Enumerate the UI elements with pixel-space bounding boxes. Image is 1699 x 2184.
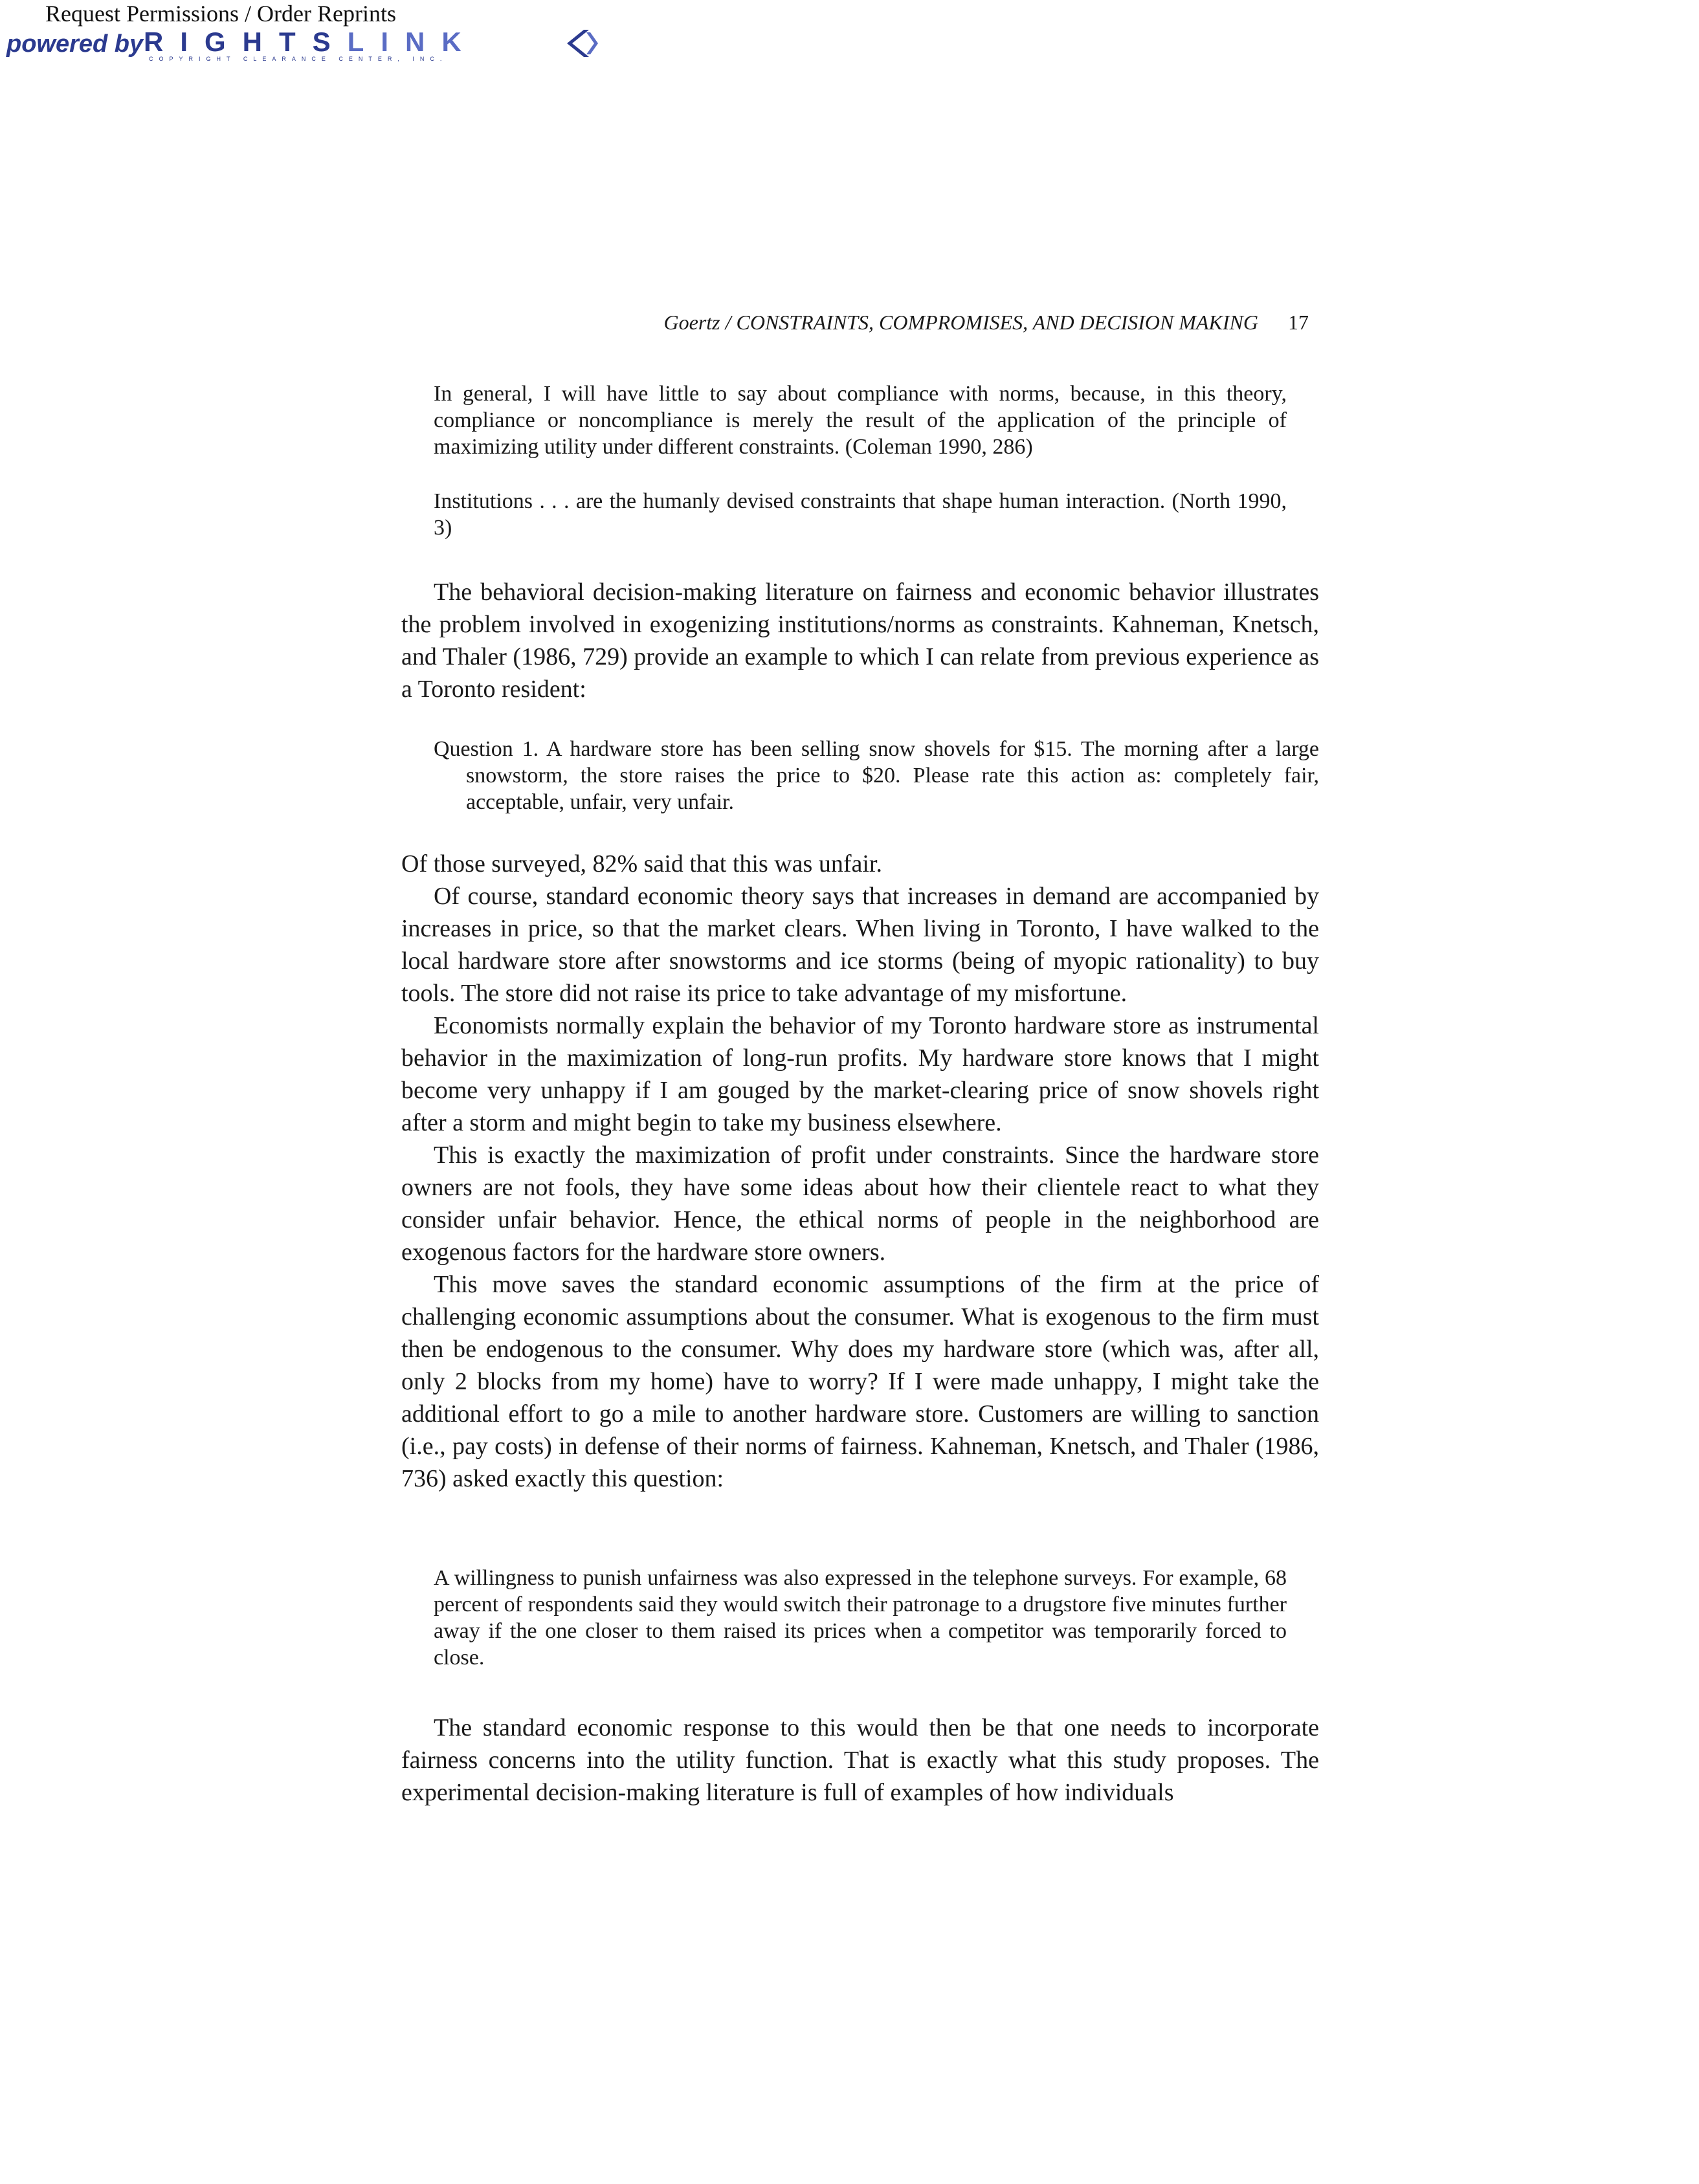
powered-by-row: [6, 25, 143, 63]
survey-question: Question 1. A hardware store has been selling snow shovels for $15. The morning after a large snowstorm, the store raises the price to $20. Please rate this action as: completely fair, acceptable, unfair, very unfair.: [434, 737, 1319, 814]
running-title: Goertz / CONSTRAINTS, COMPROMISES, AND DECISION MAKING: [663, 311, 1258, 334]
body-paragraph: Of those surveyed, 82% said that this was unfair.: [401, 850, 882, 877]
powered-by-label: powered by: [6, 30, 144, 58]
intro-paragraph-block: [401, 576, 1319, 705]
body-paragraph: Economists normally explain the behavior of my Toronto hardware store as instrumental behavior in the maximization of long-run profits. My hardware store knows that I might become very unhappy if I am gouged by the market-clearing price of snow shovels right after a storm and might begin to take my business elsewhere.: [401, 1012, 1319, 1136]
logo-rights-text: RIGHTS: [144, 27, 348, 57]
logo-subtitle: COPYRIGHT CLEARANCE CENTER, INC.: [149, 56, 448, 62]
rightslink-banner: [0, 0, 492, 71]
rightslink-wordmark: [144, 27, 478, 57]
rightslink-logo[interactable]: [144, 27, 478, 66]
body-paragraph: This is exactly the maximization of profit under constraints. Since the hardware store owners are not fools, they have some ideas about how their clientele react to what they consider unfair behavior. Hence, the ethical norms of people in the neighborhood are exogenous factors for the hardware store owners.: [401, 1142, 1319, 1266]
main-body: [401, 848, 1319, 1495]
final-paragraph: The standard economic response to this would then be that one needs to incorporate fairness concerns into the utility function. That is exactly what this study proposes. The experimental decision-making literature is full of examples of how individuals: [401, 1714, 1319, 1806]
intro-paragraph: The behavioral decision-making literature on fairness and economic behavior illustrates the problem involved in exogenizing institutions/norms as constraints. Kahneman, Knetsch, and Thaler (1986, 729) provide an example to which I can relate from previous experience as a Toronto resident:: [401, 579, 1319, 703]
final-paragraph-block: [401, 1712, 1319, 1809]
body-paragraph: This move saves the standard economic assumptions of the firm at the price of challenging economic assumptions about the consumer. What is exogenous to the firm must then be endogenous to the consumer. Why does my hardware store (which was, after all, only 2 blocks from my home) have to worry? If I were made unhappy, I might take the additional effort to go a mile to another hardware store. Customers are willing to sanction (i.e., pay costs) in defense of their norms of fairness. Kahneman, Knetsch, and Thaler (1986, 736) asked exactly this question:: [401, 1271, 1319, 1492]
page-number: 17: [1288, 311, 1309, 334]
running-head: [401, 311, 1309, 335]
block-quote: A willingness to punish unfairness was also expressed in the telephone surveys. For example, 68 percent of respondents said they would switch their patronage to a drugstore five minutes further away if the one closer to them raised its prices when a competitor was temporarily forced to close.: [434, 1566, 1287, 1670]
rightslink-arrow-icon: [563, 28, 599, 58]
logo-link-text: LINK: [347, 27, 478, 57]
body-paragraph: Of course, standard economic theory says that increases in demand are accompanied by increases in price, so that the market clears. When living in Toronto, I have walked to the local hardware store after snowstorms and ice storms (being of myopic rationality) to buy tools. The store did not raise its price to take advantage of my misfortune.: [401, 883, 1319, 1007]
epigraph-north: Institutions . . . are the humanly devised constraints that shape human interaction. (North 1990, 3): [434, 489, 1287, 540]
epigraph-coleman: In general, I will have little to say about compliance with norms, because, in this theory, compliance or noncompliance is merely the result of the application of the principle of maximizing utility under different constraints. (Coleman 1990, 286): [434, 382, 1287, 459]
request-permissions-link[interactable]: Request Permissions / Order Reprints: [45, 1, 396, 27]
